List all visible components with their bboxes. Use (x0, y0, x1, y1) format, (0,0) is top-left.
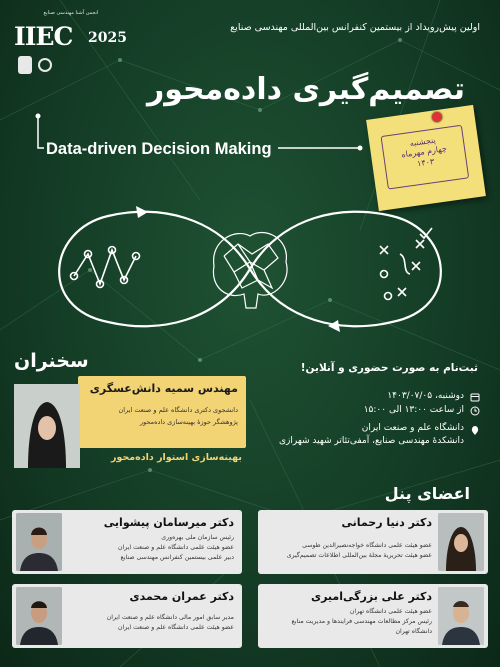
panel-member-name: دکتر علی بزرگی‌امیری (311, 590, 432, 603)
panel-member-photo (438, 513, 484, 571)
panel-member-line: عضو هیئت تحریریهٔ مجلهٔ بین‌المللی اطلاعات تصمیم‌گیری (286, 552, 432, 559)
note-frame (381, 125, 470, 190)
event-date: دوشنبه، ۱۴۰۳/۰۷/۰۵ (387, 391, 464, 401)
clock-icon (470, 406, 480, 416)
panel-member-card (258, 584, 488, 648)
speaker-name: مهندس سمیه دانش‌عسگری (89, 382, 238, 395)
english-title: Data-driven Decision Making (46, 140, 272, 158)
strategy-chart-icon (71, 247, 140, 288)
note-line-1: پنجشنبه (409, 135, 437, 149)
speakers-heading: سخنران (14, 350, 89, 372)
speaker-card (78, 376, 246, 448)
iiec-logo: IIEC (14, 22, 73, 51)
panel-member-line: دبیر علمی بیستمین کنفرانس مهندسی صنایع (120, 554, 234, 561)
speaker-photo (14, 384, 80, 468)
panel-member-photo (16, 587, 62, 645)
panel-member-line: عضو هیئت علمی دانشگاه تهران (349, 608, 432, 615)
page-title: تصمیم‌گیری داده‌محور (146, 72, 465, 107)
speaker-role-1: دانشجوی دکتری دانشگاه علم و صنعت ایران (118, 406, 238, 414)
panel-member-name: دکتر میرسامان پیشوایی (103, 516, 234, 529)
event-tagline: اولین پیش‌رویداد از بیستمین کنفرانس بین‌المللی مهندسی صنایع (230, 22, 480, 33)
panel-member-card (12, 584, 242, 648)
panel-member-line: عضو هیئت علمی دانشگاه خواجه‌نصیرالدین طوسی (302, 542, 432, 549)
note-line-2: چهارم مهرماه (400, 144, 448, 160)
panel-member-card (12, 510, 242, 574)
panel-member-line: عضو هیئت علمی دانشگاه علم و صنعت ایران (118, 624, 234, 631)
speaker-topic: بهینه‌سازی استوار داده‌محور (111, 452, 242, 463)
panel-member-photo (438, 587, 484, 645)
panel-member-name: دکتر دنیا رحمانی (341, 516, 432, 529)
panel-member-line: رئیس سازمان ملی بهره‌وری (161, 534, 234, 541)
association-emblem-icon (38, 58, 52, 72)
panel-member-card (258, 510, 488, 574)
panel-heading: اعضای پنل (384, 484, 470, 503)
logo-year: 2025 (88, 30, 127, 46)
panel-member-line: مدیر سابق امور مالی دانشگاه علم و صنعت ایران (106, 614, 234, 621)
panel-member-line: رئیس مرکز مطالعات مهندسی فرایندها و مدیریت منابع (291, 618, 432, 625)
logo-caption: انجمن آشنا مهندسی صنایع (43, 10, 99, 16)
venue-line-2: دانشکدهٔ مهندسی صنایع، آمفی‌تئاتر شهید شهرازی (279, 436, 464, 446)
event-time: از ساعت ۱۳:۰۰ الی ۱۵:۰۰ (363, 405, 464, 415)
panel-member-name: دکتر عمران محمدی (129, 590, 234, 603)
pushpin-icon (432, 112, 442, 122)
panel-member-line: دانشگاه تهران (395, 628, 432, 635)
note-text (386, 132, 462, 173)
venue-line-1: دانشگاه علم و صنعت ایران (361, 423, 464, 433)
panel-member-photo (16, 513, 62, 571)
panel-member-line: عضو هیئت علمی دانشگاه علم و صنعت ایران (118, 544, 234, 551)
location-pin-icon (470, 426, 480, 436)
infinity-loop-illustration (28, 196, 472, 342)
tactic-board-icon (380, 228, 432, 300)
registration-note: ثبت‌نام به صورت حضوری و آنلاین! (300, 362, 478, 374)
speaker-role-2: پژوهشگر حوزهٔ بهینه‌سازی داده‌محور (139, 418, 238, 426)
calendar-icon (470, 392, 480, 402)
note-line-3: ۱۴۰۳ (416, 156, 435, 169)
